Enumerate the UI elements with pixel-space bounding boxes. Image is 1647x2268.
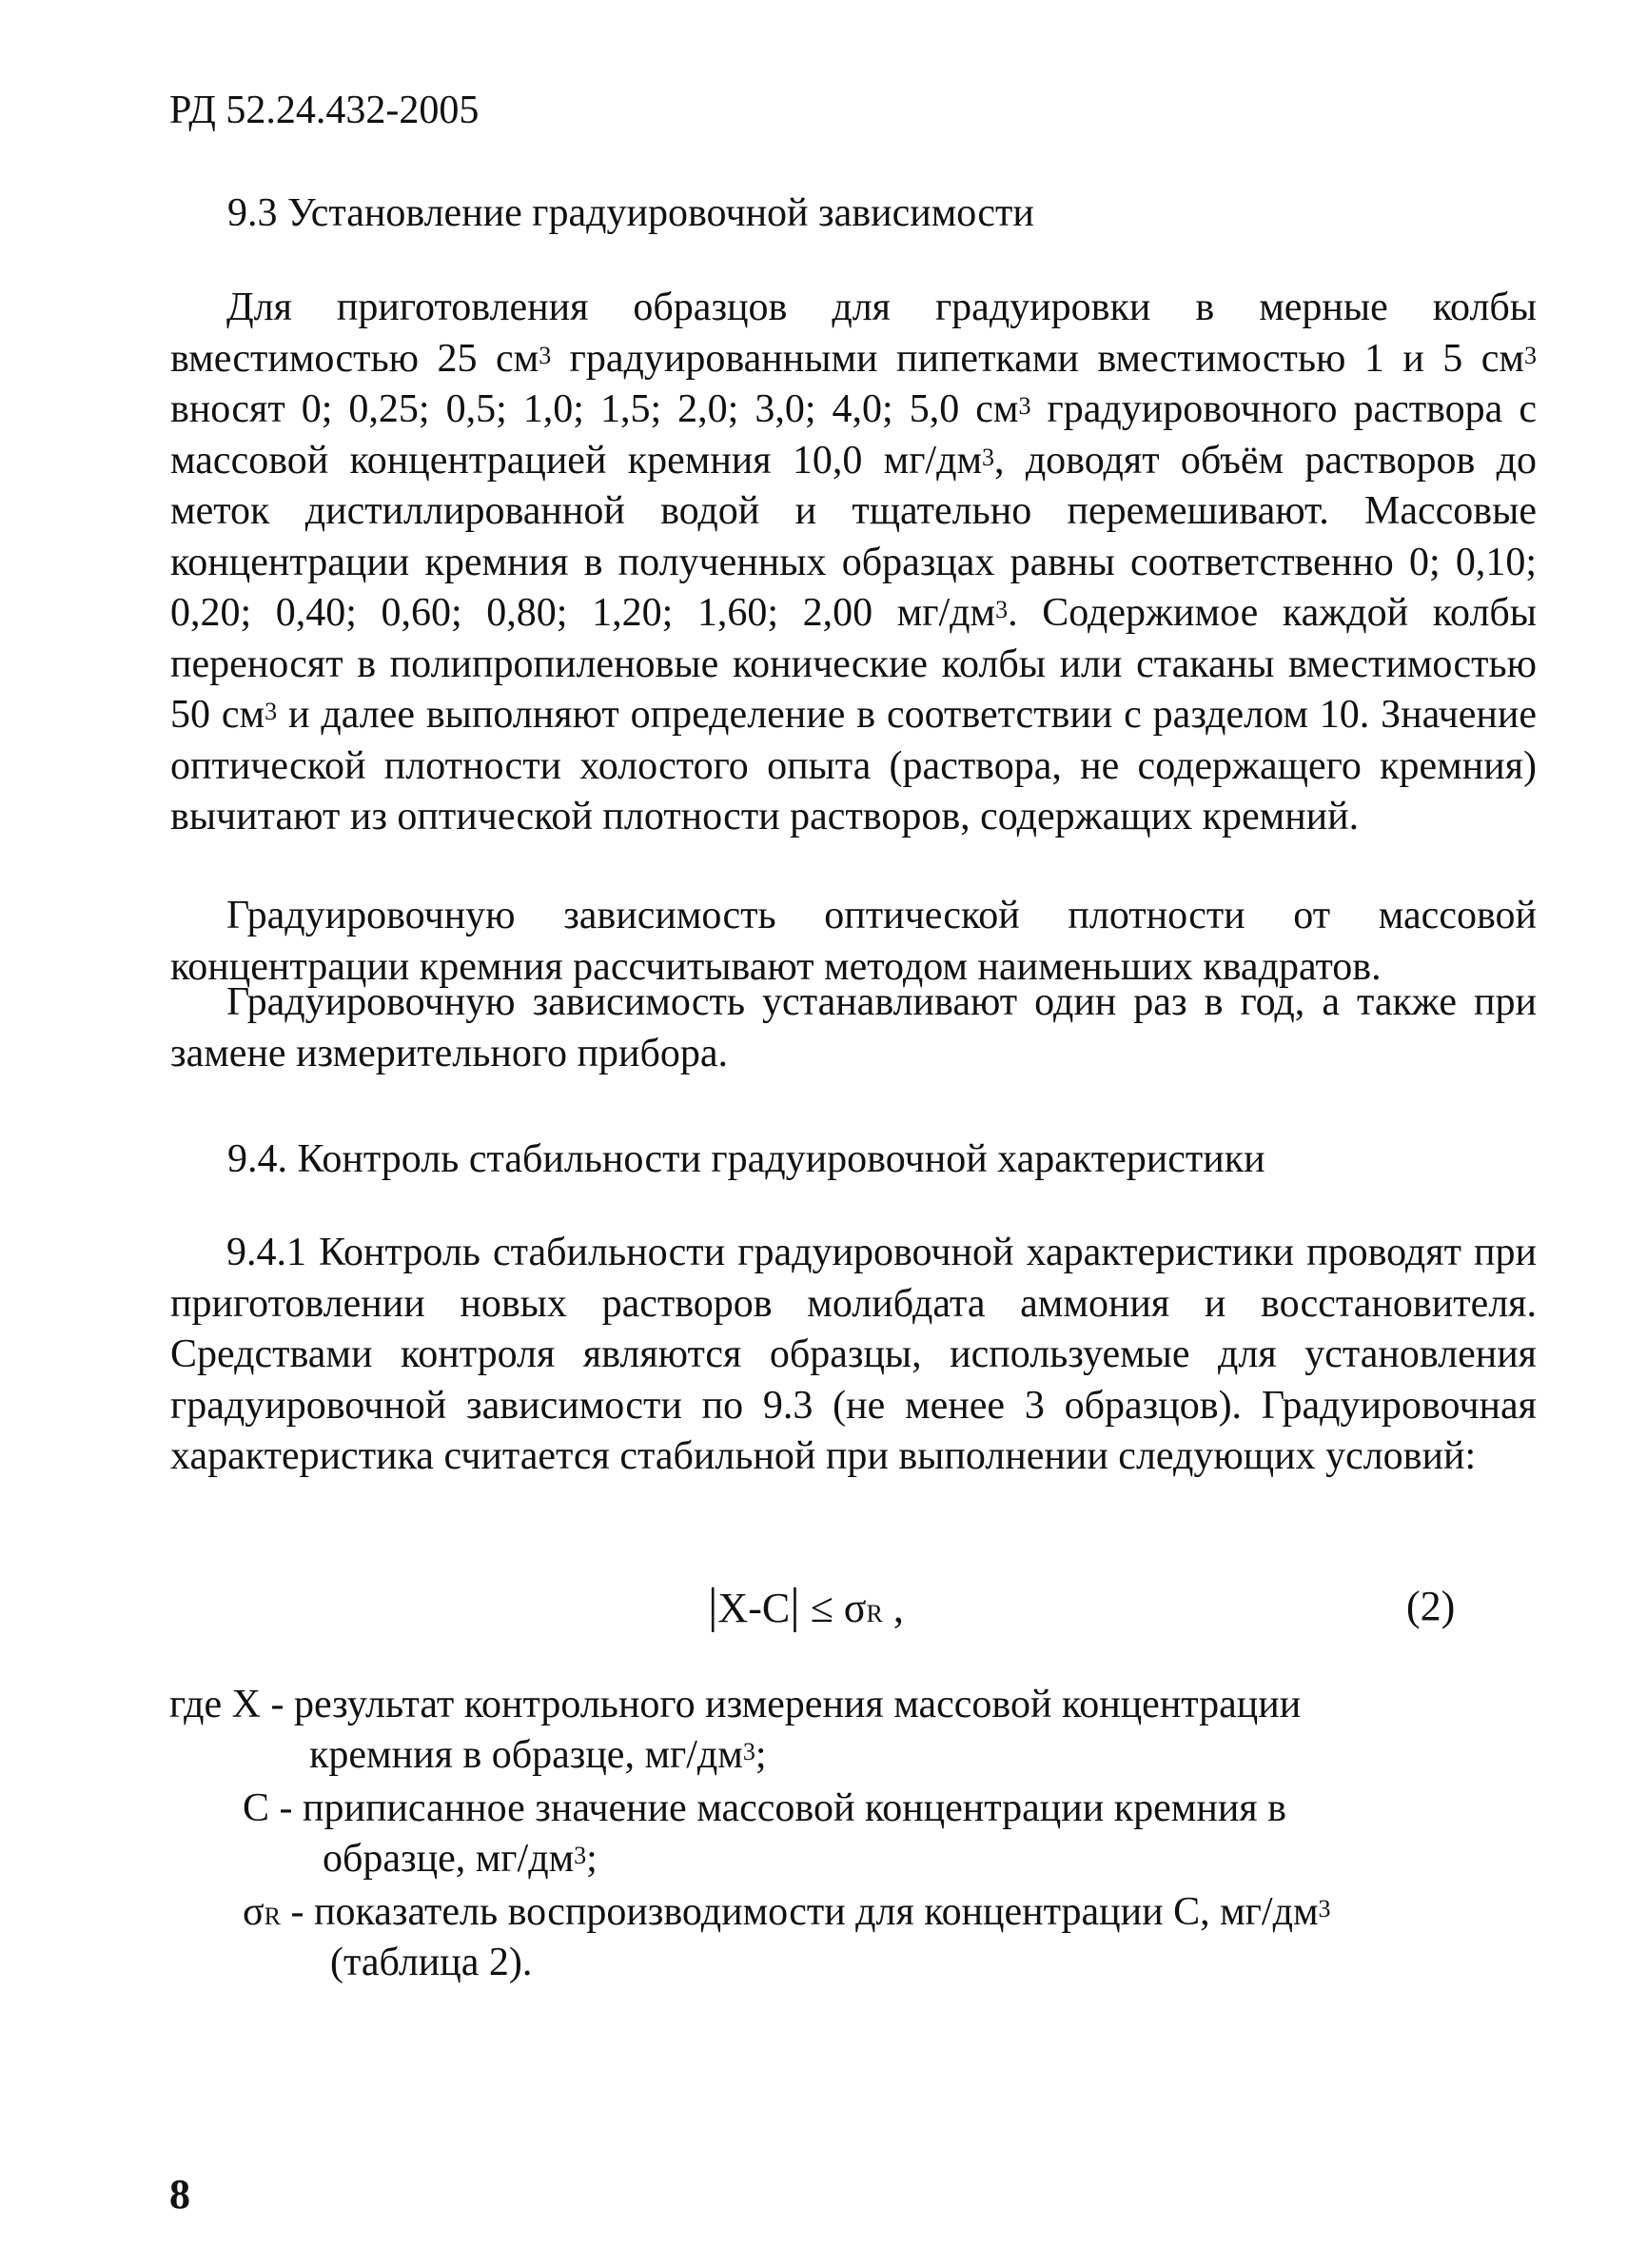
definition-text: образце, мг/дм: [323, 1837, 575, 1881]
superscript: 3: [995, 596, 1009, 623]
sigma-subscript: R: [264, 1903, 281, 1930]
superscript: 3: [265, 698, 278, 725]
definition-c: C - приписанное значение массовой концентрации кремния в: [243, 1786, 1286, 1830]
formula-2: [708, 1578, 904, 1643]
section-9-4-title: 9.4. Контроль стабильности градуировочной характеристики: [227, 1137, 1265, 1181]
page-number: 8: [169, 2171, 190, 2218]
definition-x-continued: [309, 1730, 767, 1781]
definition-sigma-r-continued: (таблица 2).: [330, 1941, 533, 1984]
superscript: 3: [1524, 341, 1537, 369]
superscript: 3: [539, 341, 552, 369]
document-code: РД 52.24.432-2005: [169, 89, 480, 132]
superscript: 3: [982, 443, 995, 471]
definition-text: - показатель воспроизводимости для концентрации C, мг/дм: [280, 1890, 1319, 1934]
definition-text: кремния в образце, мг/дм: [309, 1733, 743, 1777]
definition-sigma-r: [243, 1887, 1331, 1942]
superscript: 3: [742, 1738, 755, 1765]
section-9-4-1-paragraph: [170, 1228, 1537, 1483]
formula-expression: X-C: [717, 1585, 791, 1631]
paragraph-text: , доводят объём растворов до меток дистиллированной водой и тщательно перемешивают. Массовые концентрации кремния в полученных образцах равны соответственно 0; 0,10; 0,20; 0,40; 0,60; 0,80; 1,20; 1,60; 2,00 мг/дм: [170, 438, 1537, 635]
paragraph-text: градуированными пипетками вместимостью 1 и 5 см: [551, 336, 1524, 381]
section-9-3-paragraph-1: [170, 283, 1537, 843]
paragraph-text: вносят 0; 0,25; 0,5; 1,0; 1,5; 2,0; 3,0; 4,0; 5,0 см: [170, 387, 1019, 431]
paragraph-text: Градуировочную зависимость оптической плотности от массовой концентрации кремния рассчитывают методом наименьших квадратов.: [170, 894, 1537, 989]
formula-number: (2): [1406, 1583, 1456, 1629]
definition-text: ;: [586, 1837, 598, 1881]
formula-trailing: ,: [882, 1585, 904, 1631]
definition-x: где X - результат контрольного измерения массовой концентрации: [169, 1683, 1302, 1726]
section-9-3-title: 9.3 Установление градуировочной зависимости: [227, 191, 1034, 235]
abs-bar-right: |: [790, 1579, 800, 1633]
definition-c-continued: [323, 1834, 598, 1884]
paragraph-text: 9.4.1 Контроль стабильности градуировочной характеристики проводят при приготовлении новых растворов молибдата аммония и восстановителя. Средствами контроля являются образцы, используемые для установления градуировочной зависимости по 9.3 (не менее 3 образцов). Градуировочная характеристика считается стабильной при выполнении следующих условий:: [170, 1231, 1537, 1478]
paragraph-text: Для приготовления образцов для градуировки в мерные колбы вместимостью 25 см: [170, 286, 1537, 381]
section-9-3-paragraph-3: [170, 977, 1537, 1079]
definition-text: ;: [755, 1733, 767, 1777]
paragraph-text: градуировочного раствора с массовой концентрацией кремния 10,0 мг/дм: [170, 387, 1537, 483]
paragraph-text: Градуировочную зависимость устанавливают один раз в год, а также при замене измерительного прибора.: [170, 980, 1537, 1075]
sigma-symbol: σ: [243, 1890, 265, 1934]
superscript: 3: [1318, 1895, 1331, 1923]
paragraph-text: и далее выполняют определение в соответствии с разделом 10. Значение оптической плотности холостого опыта (раствора, не содержащего кремния) вычитают из оптической плотности растворов, содержащих кремний.: [170, 693, 1537, 838]
superscript: 3: [1018, 392, 1031, 420]
superscript: 3: [574, 1842, 587, 1869]
sigma-subscript: R: [866, 1600, 883, 1627]
formula-relation: ≤ σ: [810, 1585, 867, 1631]
paragraph-text: . Содержимое каждой колбы переносят в полипропиленовые конические колбы или стаканы вместимостью 50 см: [170, 591, 1537, 737]
abs-bar-left: |: [708, 1579, 718, 1633]
